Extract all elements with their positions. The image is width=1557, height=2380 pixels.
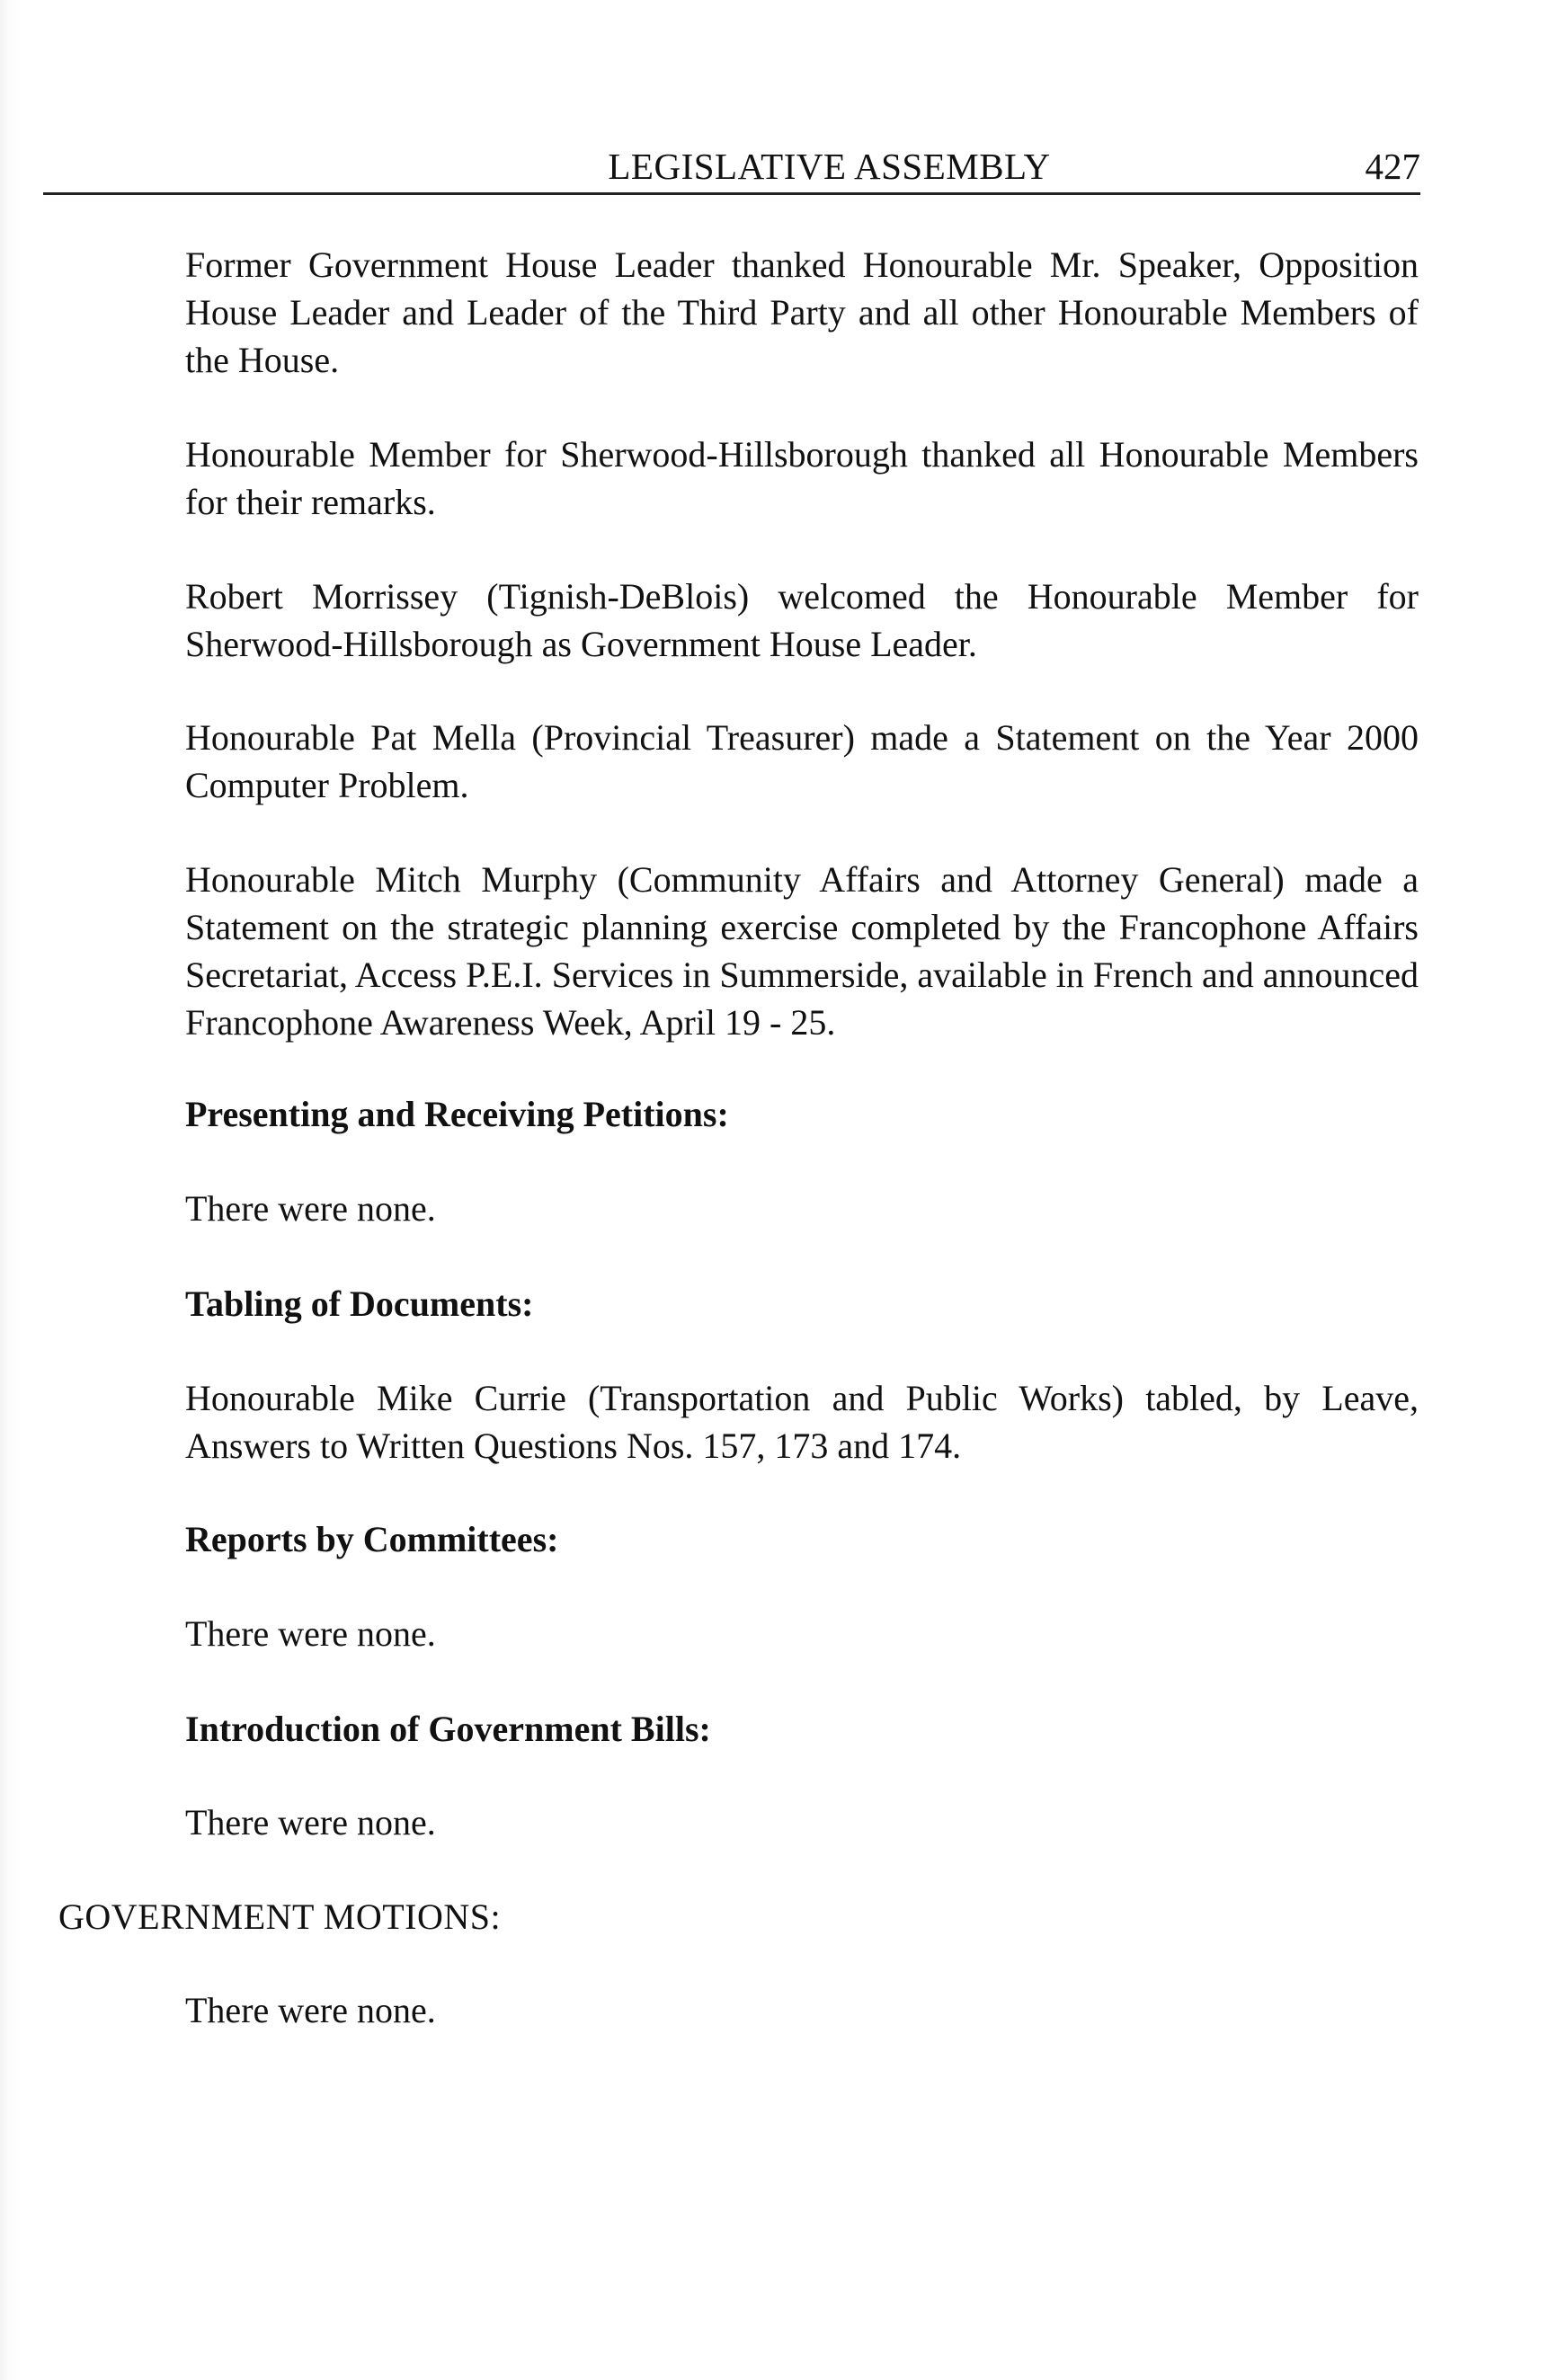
page-number: 427 (1365, 146, 1420, 187)
section-text-tabling: Honourable Mike Currie (Transportation and Public Works) tabled, by Leave, Answers to Written Questions Nos. 157, 173 and 174. (185, 1378, 1419, 1466)
section-heading-petitions: Presenting and Receiving Petitions: (185, 1094, 729, 1134)
section-text-reports: There were none. (185, 1613, 436, 1654)
paragraph-welcome: Robert Morrissey (Tignish-DeBlois) welcomed the Honourable Member for Sherwood-Hillsborough as Government House Leader. (185, 576, 1419, 664)
section-heading-tabling: Tabling of Documents: (185, 1283, 534, 1324)
section-text-petitions: There were none. (185, 1188, 436, 1229)
section-heading-reports: Reports by Committees: (185, 1519, 559, 1559)
government-motions-text: There were none. (185, 1990, 436, 2030)
section-text-government-bills: There were none. (185, 1802, 436, 1843)
paragraph-thanks-speaker: Former Government House Leader thanked Honourable Mr. Speaker, Opposition House Leader and Leader of the Third Party and all other Honourable Members of the House. (185, 244, 1419, 380)
paragraph-francophone-statement: Honourable Mitch Murphy (Community Affairs and Attorney General) made a Statement on the strategic planning exercise completed by the Francophone Affairs Secretariat, Access P.E.I. Services in Summerside, available in French and announced Francophone Awareness Week, April 19 - 25. (185, 859, 1419, 1043)
page-header (184, 144, 1420, 193)
paragraph-y2k-statement: Honourable Pat Mella (Provincial Treasurer) made a Statement on the Year 2000 Computer Problem. (185, 717, 1419, 805)
paragraph-member-remarks: Honourable Member for Sherwood-Hillsborough thanked all Honourable Members for their remarks. (185, 434, 1419, 522)
running-title: LEGISLATIVE ASSEMBLY (608, 146, 1051, 187)
section-heading-government-bills: Introduction of Government Bills: (185, 1709, 711, 1749)
government-motions-heading: GOVERNMENT MOTIONS: (58, 1896, 502, 1937)
header-rule (43, 192, 1420, 195)
